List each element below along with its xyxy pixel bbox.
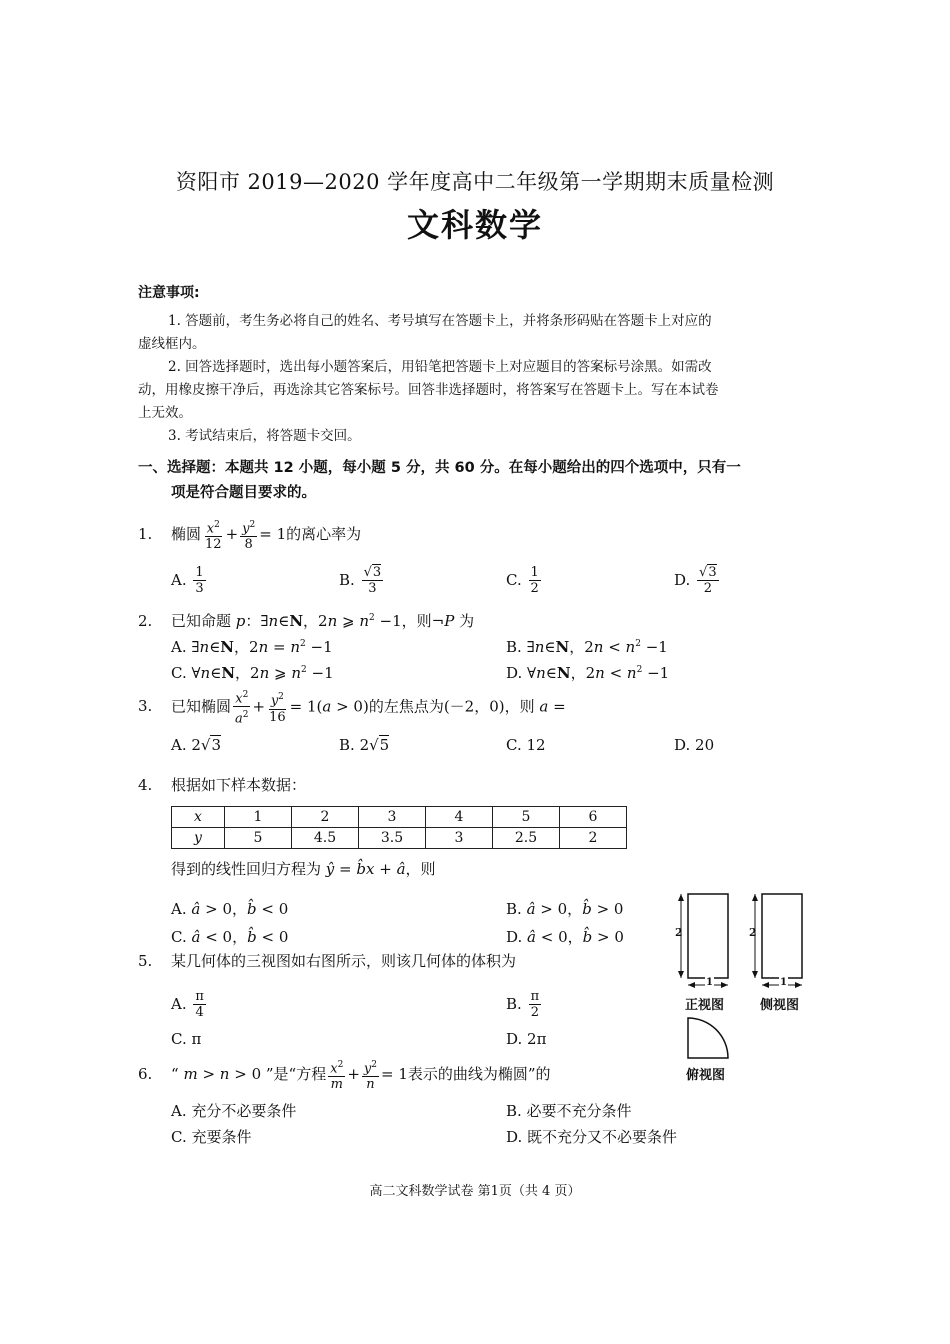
notes-body	[138, 310, 814, 448]
section-line1: 一、选择题：本题共 12 小题，每小题 5 分，共 60 分。在每小题给出的四个选项中，只有一	[138, 460, 741, 476]
q1-option-c[interactable]: C. $\frac{1}{2}$	[506, 565, 539, 596]
top-view-quarter-circle	[688, 1018, 728, 1058]
page-footer: 高二文科数学试卷 第1页（共 4 页）	[369, 1184, 581, 1199]
q5-option-d[interactable]: D. 2π	[506, 1030, 547, 1048]
q1-text-pre: 椭圆	[171, 525, 202, 544]
q4-option-a[interactable]: A. â > 0，b̂ < 0	[171, 900, 289, 918]
sample-data-table	[171, 806, 627, 849]
note-1-line2: 虚线框内。	[138, 336, 206, 352]
q3-option-c[interactable]: C. 12	[506, 736, 546, 754]
section-heading	[138, 456, 814, 506]
question-1: 1. 椭圆 $\frac{x^2}{12}$ + $\frac{y^2}{8}$ = 1的离心率为	[138, 520, 362, 553]
question-5: 5. 某几何体的三视图如右图所示，则该几何体的体积为	[138, 952, 517, 970]
front-view-rect	[688, 894, 728, 978]
q3-option-b[interactable]: B. 2√5	[339, 736, 390, 754]
q1-number: 1.	[138, 525, 153, 544]
question-2: 2. 已知命题 p：∃n∈N，2n ⩾ $n^2 -1$，则¬P 为	[138, 612, 475, 630]
note-2-line1: 2. 回答选择题时，选出每小题答案后，用铅笔把答题卡上对应题目的答案标号涂黑。如需改	[168, 359, 712, 375]
q1-frac-x: $\frac{x^2}{12}$	[205, 520, 222, 553]
q2-option-c[interactable]: C. ∀n∈N，2n ⩾ $n^2 -1$	[171, 664, 334, 682]
q2-option-b[interactable]: B. ∃n∈N，$2n < n^2 -1$	[506, 638, 668, 656]
q1-option-a[interactable]: A. $\frac{1}{3}$	[171, 565, 204, 596]
side-width-label: 1	[780, 977, 787, 988]
q5-option-b[interactable]: B. $\frac{\pi}{2}$	[506, 989, 540, 1020]
note-3: 3. 考试结束后，将答题卡交回。	[168, 428, 361, 444]
table-row-y: y 5 4.5 3.5 3 2.5 2	[172, 828, 627, 849]
q3-option-d[interactable]: D. 20	[674, 736, 715, 754]
top-view-label: 俯视图	[686, 1068, 726, 1083]
q1-text-post: 的离心率为	[286, 525, 362, 544]
q2-option-a[interactable]: A. ∃n∈N，$2n = n^2 -1$	[171, 638, 333, 656]
q6-option-c[interactable]: C. 充要条件	[171, 1128, 252, 1146]
subject-title: 文科数学	[406, 206, 543, 244]
three-view-figure	[670, 886, 820, 1086]
q2-option-d[interactable]: D. ∀n∈N，$2n < n^2 -1$	[506, 664, 670, 682]
question-3: 3. 已知椭圆 $\frac{x^2}{a^2}$ + $\frac{y^2}{16}$ = 1(a > 0)的左焦点为(－2，0)，则 a =	[138, 690, 566, 727]
note-2-line2: 动，用橡皮擦干净后，再选涂其它答案标号。回答非选择题时，将答案写在答题卡上。写在本试卷	[138, 382, 719, 398]
q4-option-d[interactable]: D. â < 0，b̂ > 0	[506, 928, 624, 946]
q1-frac-y: $\frac{y^2}{8}$	[242, 520, 256, 553]
side-view-rect	[762, 894, 802, 978]
table-row-x: x 1 2 3 4 5 6	[172, 807, 627, 828]
note-2-line3: 上无效。	[138, 405, 192, 421]
note-1-line1: 1. 答题前，考生务必将自己的姓名、考号填写在答题卡上，并将条形码贴在答题卡上对应的	[168, 313, 712, 329]
q6-option-a[interactable]: A. 充分不必要条件	[171, 1102, 297, 1120]
q1-option-b[interactable]: B. $\frac{√3}{3}$	[339, 565, 382, 596]
front-height-label: 2	[675, 926, 683, 939]
section-line2: 项是符合题目要求的。	[171, 485, 316, 501]
front-view-label: 正视图	[685, 998, 725, 1013]
side-view-label: 侧视图	[760, 998, 800, 1013]
q1-option-d[interactable]: D. $\frac{√3}{2}$	[674, 565, 717, 596]
question-4: 4. 根据如下样本数据：	[138, 776, 307, 794]
q4-option-c[interactable]: C. â < 0，b̂ < 0	[171, 928, 289, 946]
q4-option-b[interactable]: B. â > 0，b̂ > 0	[506, 900, 624, 918]
q3-option-a[interactable]: A. 2√3	[171, 736, 222, 754]
q5-option-a[interactable]: A. $\frac{\pi}{4}$	[171, 989, 204, 1020]
exam-title: 资阳市 2019—2020 学年度高中二年级第一学期期末质量检测	[175, 170, 775, 194]
question-6: 6. “ m > n > 0 ”是“方程 $\frac{x^2}{m}$ + $\frac{y^2}{n}$ = 1表示的曲线为椭圆”的	[138, 1060, 551, 1093]
notes-heading: 注意事项:	[138, 285, 200, 301]
q6-option-b[interactable]: B. 必要不充分条件	[506, 1102, 632, 1120]
side-height-label: 2	[749, 926, 757, 939]
q4-regression-text: 得到的线性回归方程为 ŷ = b̂x + â，则	[171, 860, 436, 878]
q6-option-d[interactable]: D. 既不充分又不必要条件	[506, 1128, 678, 1146]
q5-option-c[interactable]: C. π	[171, 1030, 202, 1048]
front-width-label: 1	[706, 977, 713, 988]
